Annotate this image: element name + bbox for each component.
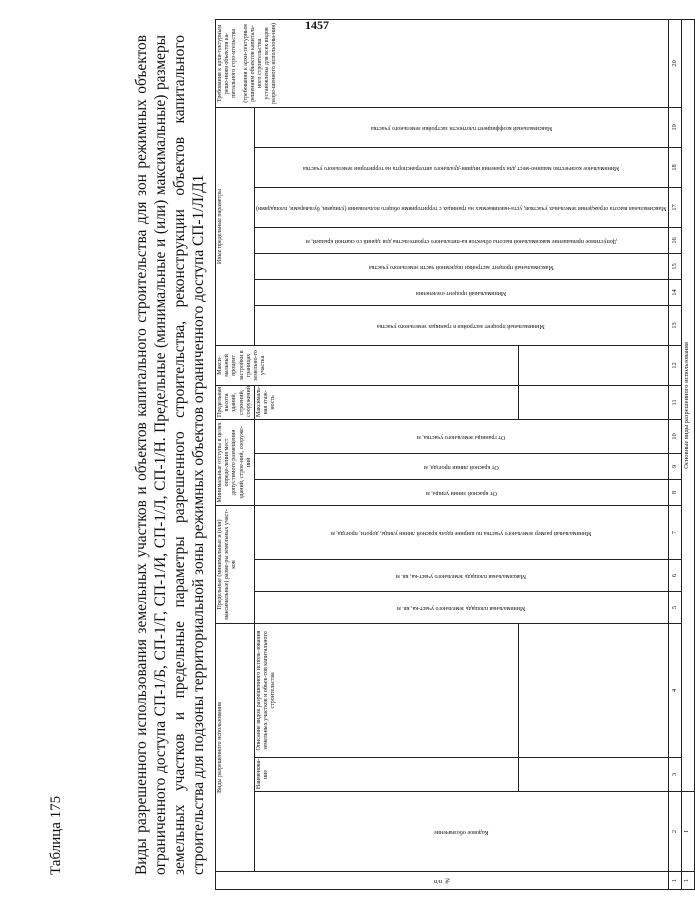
col-num-19: 19 — [668, 107, 681, 147]
table-label: Таблица 175 — [48, 795, 64, 875]
architectural-title: Требования к архи-тектурным реше-ниям объектов ка-питального стро-ительства — [217, 24, 238, 103]
col-num-7: 7 — [668, 505, 681, 559]
col-num-5: 5 — [668, 591, 681, 623]
col-num-4: 4 — [668, 623, 681, 757]
header-code: Кодовое обозначение — [255, 792, 669, 872]
section-roman: I — [681, 792, 694, 872]
col-num-9: 9 — [668, 453, 681, 479]
header-min-setbacks: Минимальные отступы в целях опреде-ления мест допустимого размещения зданий, строе-ний, сооруже-ний — [216, 419, 255, 505]
header-name: Наименова-ние — [255, 758, 519, 792]
header-min-coverage: Минимальный процент застройки в границах земельного участка — [255, 305, 669, 345]
col-num-15: 15 — [668, 253, 681, 279]
col-num-13: 13 — [668, 305, 681, 345]
col-num-11: 11 — [668, 385, 681, 419]
header-num: № п/п — [216, 872, 669, 890]
col-num-1: 1 — [668, 872, 681, 890]
section-row-main-uses — [681, 19, 694, 889]
header-max-plot-area: Максимальная площадь земельного участ-ка, кв. м — [255, 559, 669, 591]
col-num-17: 17 — [668, 187, 681, 227]
header-from-plot-boundaries: От границы земельного участка, м — [255, 419, 669, 453]
col-num-3: 3 — [668, 758, 681, 792]
header-types-of-use: Виды разрешенного использования — [216, 623, 255, 871]
header-max-height: Предельная высота зданий, строений, сооружений — [216, 385, 255, 419]
header-allowed-max-height: Допустимое превышение максимальной высоты объектов ка-питального строительства для зданий со скатной крышей, м — [255, 227, 669, 253]
header-row-1 — [216, 19, 255, 889]
header-max-fence-height: Максимальная высота ограждения земельных участков, уста-навливаемых на границах с территориями общего пользования (улицами, бульварами, площадями) — [255, 187, 669, 227]
header-description-cell — [518, 623, 668, 757]
header-from-driveway-red-line: От красной линии проезда, м — [255, 453, 669, 479]
header-from-street-red-line: От красной линии улицы, м — [255, 479, 669, 505]
col-num-8: 8 — [668, 479, 681, 505]
header-min-parking: Минимальное количество машино-мест для хранения индиви-дуального автотранспорта на территории земельного участка — [255, 147, 669, 187]
col-num-18: 18 — [668, 147, 681, 187]
column-number-row — [668, 19, 681, 889]
header-architectural — [216, 19, 669, 107]
regulations-table — [215, 19, 695, 890]
header-description: Описание видов разрешенного исполь-зования земельных участков и объек-тов капитального строительства — [255, 623, 519, 757]
col-num-6: 6 — [668, 559, 681, 591]
header-max-floors-cell — [518, 385, 668, 419]
architectural-note: (требования к архи-тектурным решениям объектов капиталь-ного строительства установлены для всех видов разре-шенного использова-ния) — [242, 22, 278, 104]
header-plot-sizes: Предельные (минимальные и (или) максимальные) разме-ры земельных участ-ков — [216, 505, 255, 623]
section-label: Основные виды разрешенного использования — [681, 19, 694, 791]
header-row-2 — [255, 19, 519, 889]
header-max-density: Максимальный коэффициент плотности застройки земельного участка — [255, 107, 669, 147]
col-num-12: 12 — [668, 345, 681, 385]
section-num: 1 — [681, 872, 694, 890]
col-num-16: 16 — [668, 227, 681, 253]
col-num-14: 14 — [668, 279, 681, 305]
col-num-2: 2 — [668, 792, 681, 872]
col-num-10: 10 — [668, 419, 681, 453]
header-other-params: Иные предельные параметры — [216, 107, 255, 345]
header-min-landscaping: Минимальный процент озеленения — [255, 279, 669, 305]
header-name-cell — [518, 758, 668, 792]
header-max-coverage: Макси-мальный процент застройки в границах земельно-го участка — [216, 345, 519, 385]
header-max-floors: Максималь-ная этаж-ность — [255, 385, 519, 419]
page-number: 1457 — [305, 18, 329, 32]
col-num-20: 20 — [668, 19, 681, 107]
header-min-plot-area: Минимальная площадь земельного участ-ка, кв. м — [255, 591, 669, 623]
header-max-plot-coverage: Максимальный процент застройки подземной части земельного участка — [255, 253, 669, 279]
header-min-plot-size-red-line: Минимальный размер земельного участка по ширине вдоль красной линии улицы, дороги, проезда, м — [255, 505, 669, 559]
table-caption: Виды разрешенного использования земельных участков и объектов капитального строительства для зон режимных объектов ограниченного доступа СП-1/Б, СП-1/Г, СП-1/И, СП-1/Л, СП-1/Н. Предельные (минимальные и (или) максимальные) размеры земельных участков и предельные параметры разрешенного строительства, реконструкции объектов капитального строительства для подзоны территориальной зоны режимных объектов ограниченного доступа СП-1/Л/Д1 — [133, 35, 207, 875]
header-max-coverage-cell — [518, 345, 668, 385]
